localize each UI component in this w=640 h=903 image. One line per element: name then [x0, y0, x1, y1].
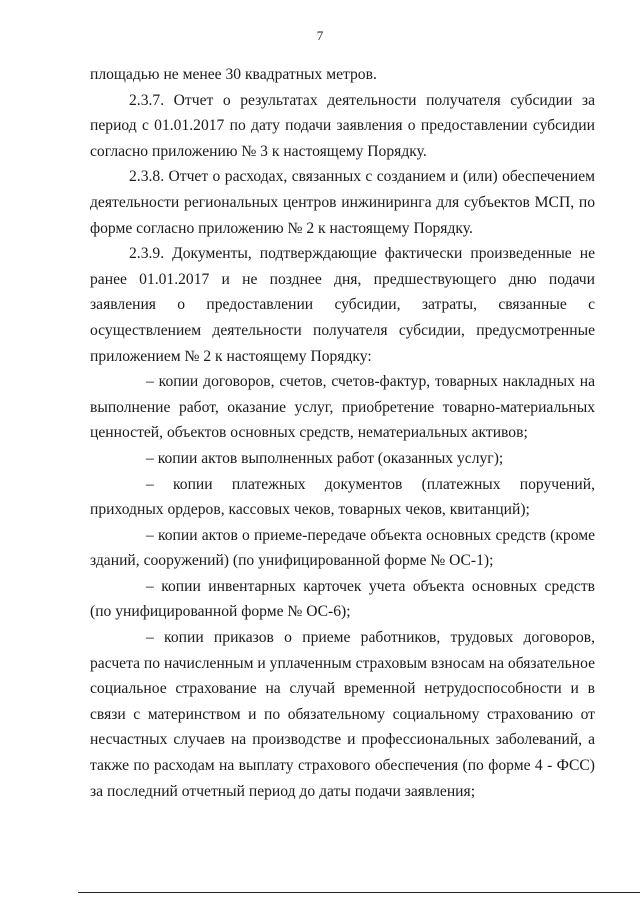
list-item-os6: – копии инвентарных карточек учета объекта основных средств (по унифицированной форме № ОС-6); — [90, 577, 595, 621]
list-item-payments: – копии платежных документов (платежных поручений, приходных ордеров, кассовых чеков, товарных чеков, квитанций); — [90, 475, 595, 519]
page-bottom-rule — [78, 892, 640, 893]
list-item-os1: – копии актов о приеме-передаче объекта основных средств (кроме зданий, сооружений) (по унифицированной форме № ОС-1); — [90, 526, 595, 570]
paragraph-continuation: площадью не менее 30 квадратных метров. — [90, 66, 377, 83]
list-item-acts: – копии актов выполненных работ (оказанных услуг); — [146, 449, 504, 467]
paragraph-2-3-8: 2.3.8. Отчет о расходах, связанных с созданием и (или) обеспечением деятельности региональных центров инжиниринга для субъектов МСП, по форме согласно приложению № 2 к настоящему Порядку. — [90, 168, 595, 237]
page-number: 7 — [316, 28, 324, 43]
list-item-orders: – копии приказов о приеме работников, трудовых договоров, расчета по начисленным и уплаченным страховым взносам на обязательное социальное страхование на случай временной нетрудоспособности и в связи с материнством и по обязательному социальному страхованию от несчастных случаев на производстве и профессиональных заболеваний, а также по расходам на выплату страхового обеспечения (по форме 4 - ФСС) за последний отчетный период до даты подачи заявления; — [90, 629, 595, 800]
paragraph-2-3-7: 2.3.7. Отчет о результатах деятельности получателя субсидии за период с 01.01.2017 по дату подачи заявления о предоставлении субсидии согласно приложению № 3 к настоящему Порядку. — [90, 91, 595, 160]
paragraph-2-3-9: 2.3.9. Документы, подтверждающие фактически произведенные не ранее 01.01.2017 и не позднее дня, предшествующего дню подачи заявления о предоставлении субсидии, затраты, связанные с осуществлением деятельности получателя субсидии, предусмотренные приложением № 2 к настоящему Порядку: — [90, 245, 595, 365]
list-item-contracts: – копии договоров, счетов, счетов-фактур, товарных накладных на выполнение работ, оказание услуг, приобретение товарно-материальных ценностей, объектов основных средств, нематериальных активов; — [90, 373, 595, 442]
document-body — [90, 62, 595, 804]
